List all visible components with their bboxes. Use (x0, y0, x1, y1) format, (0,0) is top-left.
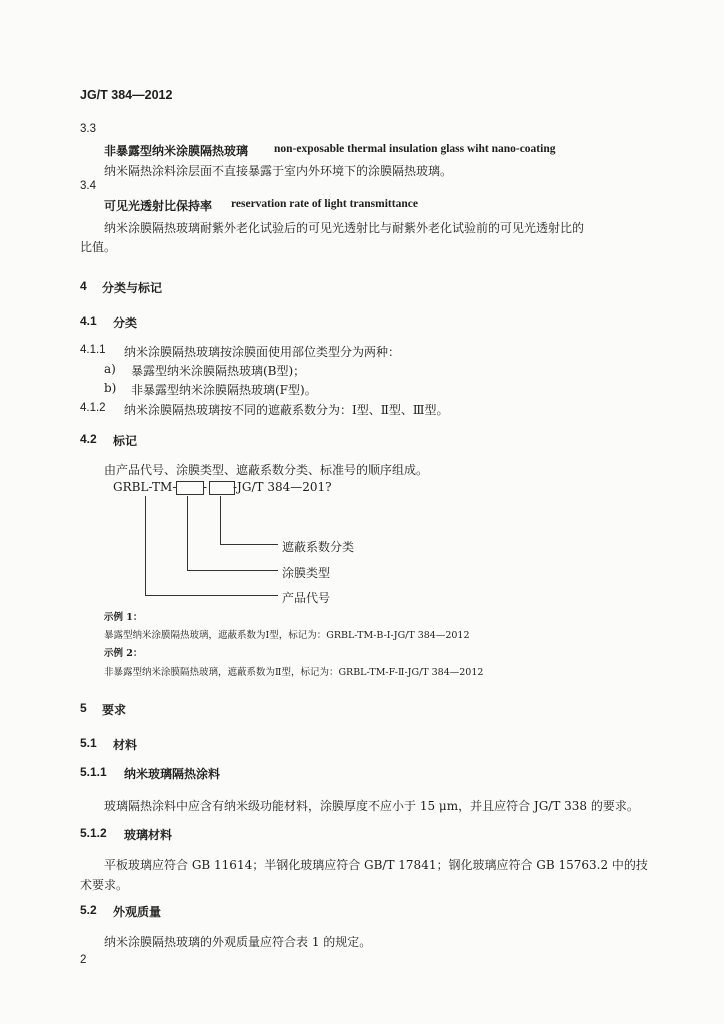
section-number: 4.1 (80, 314, 97, 328)
section-title: 材料 (113, 738, 138, 752)
list-item-label: a) (104, 362, 116, 376)
clause-number: 5.1.2 (80, 826, 107, 840)
chapter-number: 5 (80, 701, 87, 715)
term-definition: 纳米涂膜隔热玻璃耐紫外老化试验后的可见光透射比与耐紫外老化试验前的可见光透射比的 (104, 221, 585, 235)
list-item: 暴露型纳米涂膜隔热玻璃(B型)； (131, 364, 306, 378)
chapter-title: 要求 (102, 703, 127, 717)
leader-line-shading (220, 496, 221, 544)
chapter-title: 分类与标记 (102, 281, 163, 295)
section-number: 4.2 (80, 432, 97, 446)
label-product-code: 产品代号 (282, 591, 331, 605)
example-label: 示例 1： (104, 612, 143, 623)
section-title: 标记 (113, 434, 138, 448)
coating-type-box (176, 481, 204, 495)
clause-number: 5.1.1 (80, 765, 107, 779)
section-title: 外观质量 (113, 905, 162, 919)
term-zh: 可见光透射比保持率 (104, 199, 213, 213)
page-number: 2 (80, 954, 87, 966)
section-number: 3.4 (80, 180, 96, 192)
example-text: 暴露型纳米涂膜隔热玻璃，遮蔽系数为Ⅰ型，标记为：GRBL-TM-B-Ⅰ-JG/T 384—2012 (104, 630, 470, 641)
section-number: 5.1 (80, 736, 97, 750)
clause-number: 4.1.1 (80, 344, 106, 356)
term-definition: 纳米隔热涂料涂层面不直接暴露于室内外环境下的涂膜隔热玻璃。 (104, 164, 453, 178)
marking-dash: - (203, 480, 208, 494)
clause-text: 平板玻璃应符合 GB 11614；半钢化玻璃应符合 GB/T 17841；钢化玻璃应符合 GB 15763.2 中的技 (104, 858, 648, 872)
term-en: reservation rate of light transmittance (231, 198, 418, 210)
list-item: 非暴露型纳米涂膜隔热玻璃(F型)。 (131, 383, 317, 397)
leader-line-product (145, 595, 278, 596)
section-text: 纳米涂膜隔热玻璃的外观质量应符合表 1 的规定。 (104, 935, 372, 949)
chapter-number: 4 (80, 279, 87, 293)
marking-prefix: GRBL-TM- (113, 480, 177, 494)
leader-line-coating (187, 570, 278, 571)
marking-intro: 由产品代号、涂膜类型、遮蔽系数分类、标准号的顺序组成。 (104, 463, 429, 477)
clause-title: 玻璃材料 (124, 828, 173, 842)
section-number: 5.2 (80, 903, 97, 917)
list-item-label: b) (104, 381, 117, 395)
clause-number: 4.1.2 (80, 402, 106, 414)
shading-class-box (209, 481, 235, 495)
term-zh: 非暴露型纳米涂膜隔热玻璃 (104, 144, 249, 158)
clause-text: 玻璃隔热涂料中应含有纳米级功能材料，涂膜厚度不应小于 15 μm，并且应符合 JG/T 338 的要求。 (104, 799, 639, 813)
clause-title: 纳米玻璃隔热涂料 (124, 767, 221, 781)
example-label: 示例 2： (104, 648, 143, 659)
marking-suffix: -JG/T 384—201? (233, 480, 332, 494)
clause-text: 纳米涂膜隔热玻璃按不同的遮蔽系数分为：Ⅰ型、Ⅱ型、Ⅲ型。 (124, 403, 449, 417)
section-number: 3.3 (80, 123, 96, 135)
clause-text: 纳米涂膜隔热玻璃按涂膜面使用部位类型分为两种： (124, 345, 401, 359)
leader-line-shading (220, 544, 278, 545)
clause-text-cont: 术要求。 (80, 878, 129, 892)
section-title: 分类 (113, 316, 138, 330)
term-definition-cont: 比值。 (80, 240, 117, 254)
leader-line-product (145, 496, 146, 595)
example-text: 非暴露型纳米涂膜隔热玻璃，遮蔽系数为Ⅱ型，标记为：GRBL-TM-F-Ⅱ-JG/T 384—2012 (104, 667, 484, 678)
label-shading-class: 遮蔽系数分类 (282, 540, 355, 554)
standard-code-header: JG/T 384—2012 (80, 88, 173, 102)
label-coating-type: 涂膜类型 (282, 566, 331, 580)
term-en: non-exposable thermal insulation glass wiht nano-coating (274, 143, 556, 155)
leader-line-coating (187, 496, 188, 570)
